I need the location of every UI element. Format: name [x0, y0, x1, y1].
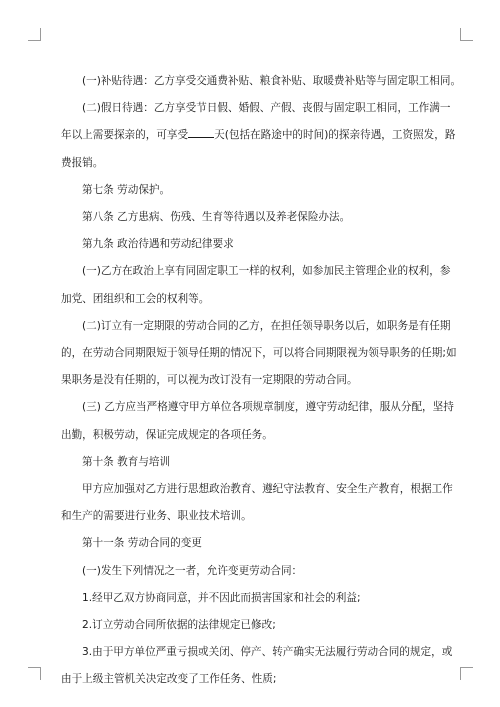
text-line: 甲方应加强对乙方进行思想政治教育、遵纪守法教育、安全生产教育，根据工作	[82, 483, 453, 496]
text-segment: 年以上需要探亲的，可享受	[61, 129, 189, 142]
crop-mark-bottom-right	[460, 667, 473, 680]
text-line: 3.由于甲方单位严重亏损或关闭、停产、转产确实无法履行劳动合同的规定，或	[82, 646, 453, 659]
crop-mark-top-left	[28, 28, 41, 41]
text-line: (二)订立有一定期限的劳动合同的乙方，在担任领导职务以后，如职务是有任期	[82, 319, 451, 332]
text-line	[61, 122, 456, 149]
fill-in-blank	[188, 127, 214, 138]
text-line: (一)发生下列情况之一者，允许变更劳动合同：	[82, 564, 303, 577]
text-line: 2.订立劳动合同所依据的法律规定已修改;	[82, 619, 276, 632]
crop-mark-top-right	[460, 28, 473, 41]
text-segment: 天(包括在路途中的时间)的探亲待遇，工资照发，路	[214, 129, 456, 142]
text-line: 第十条 教育与培训	[82, 455, 171, 468]
text-line: 出勤，积极劳动，保证完成规定的各项任务。	[61, 428, 273, 441]
text-line: 由于上级主管机关决定改变了工作任务、性质;	[61, 673, 277, 686]
crop-mark-bottom-left	[28, 667, 41, 680]
text-line: (一)乙方在政治上享有同固定职工一样的权利，如参加民主管理企业的权利，参	[82, 265, 451, 278]
text-line: 的，在劳动合同期限短于领导任期的情况下，可以将合同期限视为领导职务的任期;如	[61, 347, 457, 360]
text-line: 第十一条 劳动合同的变更	[82, 537, 202, 550]
text-line: (二)假日待遇：乙方享受节日假、婚假、产假、丧假与固定职工相同，工作满一	[82, 102, 451, 115]
text-line: 和生产的需要进行业务、职业技术培训。	[61, 510, 252, 523]
text-line: (一)补贴待遇：乙方享受交通费补贴、粮食补贴、取暖费补贴等与固定职工相同。	[82, 75, 462, 87]
text-line: 加党、团组织和工会的权利等。	[61, 292, 210, 305]
text-line: 费报销。	[61, 156, 104, 169]
text-line: (三) 乙方应当严格遵守甲方单位各项规章制度，遵守劳动纪律，服从分配，坚持	[82, 401, 454, 414]
text-line: 第七条 劳动保护。	[82, 183, 171, 196]
document-body	[61, 68, 462, 694]
text-line: 第八条 乙方患病、伤残、生育等待遇以及养老保险办法。	[82, 211, 351, 224]
text-line: 第九条 政治待遇和劳动纪律要求	[82, 238, 234, 251]
text-line: 果职务是没有任期的，可以视为改订没有一定期限的劳动合同。	[61, 374, 358, 387]
text-line: 1.经甲乙双方协商同意，并不因此而损害国家和社会的利益;	[82, 591, 361, 604]
